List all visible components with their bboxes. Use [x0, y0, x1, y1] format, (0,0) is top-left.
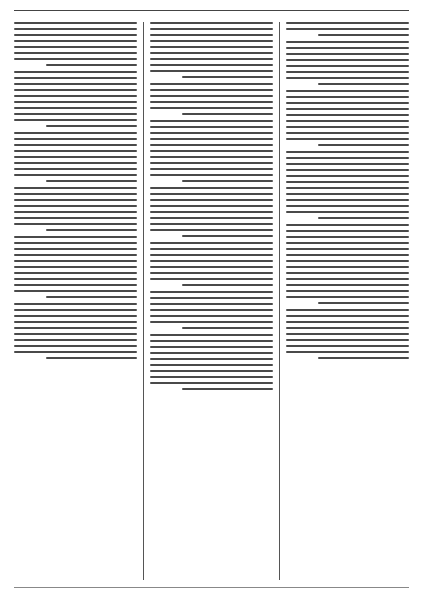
- text-line-placeholder: [150, 144, 273, 146]
- paragraph: [14, 187, 137, 231]
- text-line-placeholder: [14, 156, 137, 158]
- text-line-placeholder: [14, 71, 137, 73]
- text-line-placeholder: [14, 223, 137, 225]
- text-line-placeholder: [182, 180, 273, 182]
- text-line-placeholder: [14, 254, 137, 256]
- text-line-placeholder: [14, 83, 137, 85]
- text-line-placeholder: [14, 236, 137, 238]
- text-line-placeholder: [150, 358, 273, 360]
- paragraph: [286, 41, 409, 85]
- text-line-placeholder: [318, 302, 409, 304]
- paragraph: [150, 291, 273, 329]
- text-line-placeholder: [14, 315, 137, 317]
- text-line-placeholder: [150, 174, 273, 176]
- text-line-placeholder: [14, 22, 137, 24]
- text-line-placeholder: [286, 211, 409, 213]
- text-line-placeholder: [14, 58, 137, 60]
- text-line-placeholder: [286, 41, 409, 43]
- paragraph: [150, 120, 273, 182]
- text-line-placeholder: [286, 90, 409, 92]
- text-line-placeholder: [150, 168, 273, 170]
- text-line-placeholder: [150, 370, 273, 372]
- text-line-placeholder: [150, 303, 273, 305]
- text-column: [14, 22, 137, 580]
- text-line-placeholder: [286, 151, 409, 153]
- text-line-placeholder: [150, 83, 273, 85]
- column-divider: [143, 22, 144, 580]
- paragraph: [14, 22, 137, 66]
- text-line-placeholder: [150, 382, 273, 384]
- text-line-placeholder: [14, 321, 137, 323]
- text-line-placeholder: [14, 101, 137, 103]
- text-line-placeholder: [150, 132, 273, 134]
- text-line-placeholder: [286, 28, 409, 30]
- text-line-placeholder: [14, 309, 137, 311]
- text-line-placeholder: [14, 217, 137, 219]
- text-line-placeholder: [14, 187, 137, 189]
- text-line-placeholder: [46, 180, 137, 182]
- text-line-placeholder: [150, 34, 273, 36]
- text-line-placeholder: [318, 357, 409, 359]
- text-line-placeholder: [150, 40, 273, 42]
- text-line-placeholder: [14, 242, 137, 244]
- text-line-placeholder: [14, 95, 137, 97]
- text-line-placeholder: [286, 108, 409, 110]
- text-line-placeholder: [14, 199, 137, 201]
- text-line-placeholder: [286, 351, 409, 353]
- text-line-placeholder: [150, 297, 273, 299]
- text-line-placeholder: [150, 223, 273, 225]
- text-line-placeholder: [46, 125, 137, 127]
- text-line-placeholder: [14, 193, 137, 195]
- text-line-placeholder: [46, 229, 137, 231]
- text-line-placeholder: [14, 272, 137, 274]
- text-line-placeholder: [150, 340, 273, 342]
- paragraph: [150, 187, 273, 237]
- text-line-placeholder: [14, 290, 137, 292]
- text-line-placeholder: [150, 272, 273, 274]
- text-line-placeholder: [14, 211, 137, 213]
- text-line-placeholder: [182, 235, 273, 237]
- text-line-placeholder: [14, 34, 137, 36]
- text-line-placeholder: [14, 107, 137, 109]
- text-line-placeholder: [286, 224, 409, 226]
- text-line-placeholder: [286, 47, 409, 49]
- text-line-placeholder: [286, 193, 409, 195]
- text-line-placeholder: [286, 138, 409, 140]
- text-line-placeholder: [14, 168, 137, 170]
- text-line-placeholder: [150, 28, 273, 30]
- text-line-placeholder: [286, 157, 409, 159]
- text-line-placeholder: [286, 242, 409, 244]
- text-line-placeholder: [286, 71, 409, 73]
- paragraph: [150, 83, 273, 115]
- text-line-placeholder: [286, 205, 409, 207]
- text-line-placeholder: [150, 64, 273, 66]
- text-line-placeholder: [150, 156, 273, 158]
- text-line-placeholder: [286, 254, 409, 256]
- text-line-placeholder: [14, 40, 137, 42]
- text-line-placeholder: [286, 260, 409, 262]
- text-line-placeholder: [150, 260, 273, 262]
- text-line-placeholder: [286, 22, 409, 24]
- text-line-placeholder: [286, 120, 409, 122]
- text-line-placeholder: [150, 242, 273, 244]
- text-line-placeholder: [150, 120, 273, 122]
- text-line-placeholder: [286, 96, 409, 98]
- text-line-placeholder: [286, 187, 409, 189]
- text-line-placeholder: [286, 163, 409, 165]
- text-line-placeholder: [14, 303, 137, 305]
- paragraph: [14, 236, 137, 298]
- text-line-placeholder: [150, 150, 273, 152]
- text-line-placeholder: [286, 236, 409, 238]
- text-line-placeholder: [150, 346, 273, 348]
- text-line-placeholder: [14, 52, 137, 54]
- text-line-placeholder: [150, 211, 273, 213]
- text-line-placeholder: [14, 28, 137, 30]
- paragraph: [286, 224, 409, 304]
- text-line-placeholder: [286, 126, 409, 128]
- paragraph: [14, 71, 137, 127]
- text-line-placeholder: [182, 388, 273, 390]
- text-line-placeholder: [286, 199, 409, 201]
- text-line-placeholder: [150, 107, 273, 109]
- text-line-placeholder: [286, 102, 409, 104]
- text-line-placeholder: [318, 217, 409, 219]
- text-line-placeholder: [286, 175, 409, 177]
- text-line-placeholder: [150, 229, 273, 231]
- text-line-placeholder: [150, 193, 273, 195]
- text-line-placeholder: [150, 266, 273, 268]
- text-line-placeholder: [286, 53, 409, 55]
- text-line-placeholder: [150, 46, 273, 48]
- text-line-placeholder: [286, 333, 409, 335]
- text-line-placeholder: [14, 260, 137, 262]
- text-columns: [14, 22, 409, 580]
- text-line-placeholder: [14, 278, 137, 280]
- text-line-placeholder: [150, 126, 273, 128]
- text-line-placeholder: [150, 205, 273, 207]
- text-line-placeholder: [150, 376, 273, 378]
- text-line-placeholder: [150, 199, 273, 201]
- text-line-placeholder: [150, 309, 273, 311]
- text-line-placeholder: [286, 315, 409, 317]
- paragraph: [150, 22, 273, 78]
- text-line-placeholder: [286, 327, 409, 329]
- text-line-placeholder: [14, 174, 137, 176]
- text-line-placeholder: [318, 144, 409, 146]
- text-line-placeholder: [150, 217, 273, 219]
- text-line-placeholder: [46, 64, 137, 66]
- text-line-placeholder: [150, 162, 273, 164]
- text-line-placeholder: [286, 290, 409, 292]
- text-line-placeholder: [286, 272, 409, 274]
- text-line-placeholder: [150, 95, 273, 97]
- text-line-placeholder: [150, 291, 273, 293]
- text-line-placeholder: [286, 230, 409, 232]
- paragraph: [286, 22, 409, 36]
- text-column: [286, 22, 409, 580]
- text-line-placeholder: [150, 352, 273, 354]
- paragraph: [150, 334, 273, 390]
- paragraph: [150, 242, 273, 286]
- text-line-placeholder: [182, 327, 273, 329]
- text-line-placeholder: [150, 334, 273, 336]
- bottom-rule: [14, 587, 409, 588]
- text-line-placeholder: [14, 89, 137, 91]
- text-line-placeholder: [150, 138, 273, 140]
- text-line-placeholder: [286, 339, 409, 341]
- text-line-placeholder: [14, 150, 137, 152]
- text-line-placeholder: [14, 144, 137, 146]
- text-line-placeholder: [14, 46, 137, 48]
- text-line-placeholder: [286, 278, 409, 280]
- text-line-placeholder: [14, 77, 137, 79]
- text-line-placeholder: [150, 187, 273, 189]
- text-line-placeholder: [286, 296, 409, 298]
- text-line-placeholder: [14, 345, 137, 347]
- text-line-placeholder: [182, 284, 273, 286]
- text-line-placeholder: [286, 309, 409, 311]
- text-line-placeholder: [286, 181, 409, 183]
- paragraph: [286, 309, 409, 359]
- text-line-placeholder: [150, 52, 273, 54]
- text-line-placeholder: [150, 89, 273, 91]
- text-line-placeholder: [150, 278, 273, 280]
- text-line-placeholder: [14, 138, 137, 140]
- paragraph: [286, 151, 409, 219]
- text-line-placeholder: [286, 284, 409, 286]
- text-line-placeholder: [46, 296, 137, 298]
- text-line-placeholder: [14, 266, 137, 268]
- text-line-placeholder: [286, 169, 409, 171]
- text-line-placeholder: [150, 22, 273, 24]
- paragraph: [14, 303, 137, 359]
- text-line-placeholder: [286, 59, 409, 61]
- text-line-placeholder: [182, 76, 273, 78]
- text-line-placeholder: [150, 315, 273, 317]
- text-line-placeholder: [286, 132, 409, 134]
- text-line-placeholder: [182, 113, 273, 115]
- top-rule: [14, 10, 409, 11]
- text-column: [150, 22, 273, 580]
- paragraph: [286, 90, 409, 146]
- text-line-placeholder: [150, 254, 273, 256]
- text-line-placeholder: [318, 34, 409, 36]
- text-line-placeholder: [150, 248, 273, 250]
- text-line-placeholder: [150, 70, 273, 72]
- text-line-placeholder: [286, 345, 409, 347]
- text-line-placeholder: [14, 205, 137, 207]
- text-line-placeholder: [14, 132, 137, 134]
- text-line-placeholder: [286, 114, 409, 116]
- paragraph: [14, 132, 137, 182]
- text-line-placeholder: [150, 101, 273, 103]
- text-line-placeholder: [14, 119, 137, 121]
- column-divider: [279, 22, 280, 580]
- text-line-placeholder: [14, 333, 137, 335]
- text-line-placeholder: [150, 58, 273, 60]
- text-line-placeholder: [14, 113, 137, 115]
- text-line-placeholder: [14, 351, 137, 353]
- text-line-placeholder: [14, 162, 137, 164]
- text-line-placeholder: [14, 339, 137, 341]
- text-line-placeholder: [14, 248, 137, 250]
- text-line-placeholder: [150, 364, 273, 366]
- text-line-placeholder: [286, 321, 409, 323]
- text-line-placeholder: [286, 248, 409, 250]
- text-line-placeholder: [14, 284, 137, 286]
- text-line-placeholder: [318, 83, 409, 85]
- text-line-placeholder: [286, 65, 409, 67]
- text-line-placeholder: [286, 77, 409, 79]
- text-line-placeholder: [150, 321, 273, 323]
- text-line-placeholder: [286, 266, 409, 268]
- text-line-placeholder: [46, 357, 137, 359]
- text-line-placeholder: [14, 327, 137, 329]
